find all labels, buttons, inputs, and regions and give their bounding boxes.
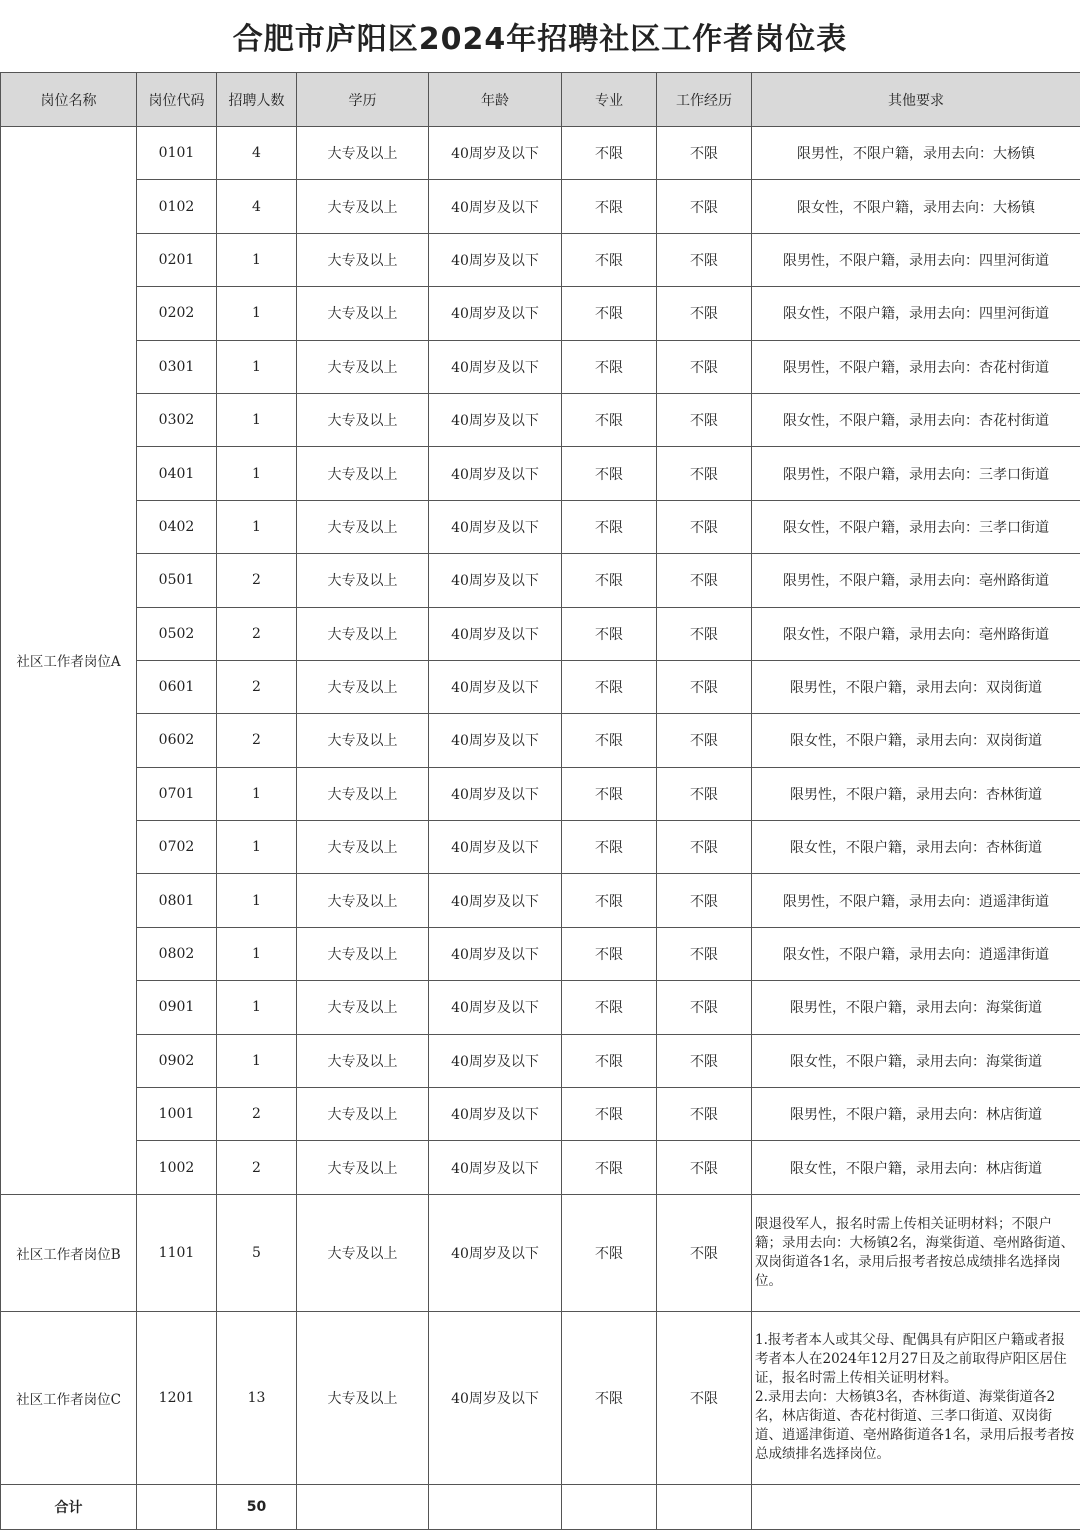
position-code: 0502 bbox=[137, 607, 217, 660]
position-code: 0302 bbox=[137, 393, 217, 446]
education: 大专及以上 bbox=[297, 981, 429, 1034]
table-row bbox=[1, 1088, 1080, 1141]
table-row bbox=[1, 554, 1080, 607]
recruit-count: 1 bbox=[217, 500, 297, 553]
major: 不限 bbox=[562, 874, 657, 927]
recruit-count: 1 bbox=[217, 927, 297, 980]
work-experience: 不限 bbox=[657, 1141, 752, 1194]
major: 不限 bbox=[562, 1034, 657, 1087]
requirement-line-1: 1.报考者本人或其父母、配偶具有庐阳区户籍或者报考者本人在2024年12月27日及之前取得庐阳区居住证，报名时需上传相关证明材料。 bbox=[755, 1331, 1077, 1388]
work-experience: 不限 bbox=[657, 927, 752, 980]
table-row bbox=[1, 233, 1080, 286]
table-row bbox=[1, 714, 1080, 767]
position-code: 0801 bbox=[137, 874, 217, 927]
recruit-count: 2 bbox=[217, 660, 297, 713]
work-experience: 不限 bbox=[657, 340, 752, 393]
table-row bbox=[1, 500, 1080, 553]
table-row bbox=[1, 981, 1080, 1034]
recruit-count: 4 bbox=[217, 180, 297, 233]
other-requirements: 限女性，不限户籍，录用去向：双岗街道 bbox=[752, 714, 1080, 767]
work-experience: 不限 bbox=[657, 1034, 752, 1087]
major: 不限 bbox=[562, 180, 657, 233]
age: 40周岁及以下 bbox=[429, 767, 562, 820]
education: 大专及以上 bbox=[297, 233, 429, 286]
header-cell: 其他要求 bbox=[752, 73, 1080, 127]
position-code: 1101 bbox=[137, 1194, 217, 1311]
recruit-count: 1 bbox=[217, 340, 297, 393]
position-code: 1001 bbox=[137, 1088, 217, 1141]
age: 40周岁及以下 bbox=[429, 1311, 562, 1484]
work-experience: 不限 bbox=[657, 1311, 752, 1484]
other-requirements: 限女性，不限户籍，录用去向：逍遥津街道 bbox=[752, 927, 1080, 980]
table-row bbox=[1, 1034, 1080, 1087]
position-code: 0901 bbox=[137, 981, 217, 1034]
header-cell: 岗位名称 bbox=[1, 73, 137, 127]
position-code: 0301 bbox=[137, 340, 217, 393]
header-cell: 年龄 bbox=[429, 73, 562, 127]
major: 不限 bbox=[562, 233, 657, 286]
education: 大专及以上 bbox=[297, 1141, 429, 1194]
age: 40周岁及以下 bbox=[429, 287, 562, 340]
other-requirements: 限女性，不限户籍，录用去向：亳州路街道 bbox=[752, 607, 1080, 660]
education: 大专及以上 bbox=[297, 1088, 429, 1141]
major: 不限 bbox=[562, 1194, 657, 1311]
recruit-count: 1 bbox=[217, 447, 297, 500]
major: 不限 bbox=[562, 447, 657, 500]
other-requirements: 限男性，不限户籍，录用去向：三孝口街道 bbox=[752, 447, 1080, 500]
recruit-count: 4 bbox=[217, 127, 297, 180]
total-row bbox=[1, 1484, 1080, 1529]
recruit-count: 2 bbox=[217, 714, 297, 767]
age: 40周岁及以下 bbox=[429, 554, 562, 607]
recruit-count: 2 bbox=[217, 554, 297, 607]
age: 40周岁及以下 bbox=[429, 1141, 562, 1194]
major: 不限 bbox=[562, 607, 657, 660]
major: 不限 bbox=[562, 500, 657, 553]
education: 大专及以上 bbox=[297, 180, 429, 233]
table-row bbox=[1, 393, 1080, 446]
table-row bbox=[1, 180, 1080, 233]
major: 不限 bbox=[562, 340, 657, 393]
recruit-count: 13 bbox=[217, 1311, 297, 1484]
recruit-count: 1 bbox=[217, 821, 297, 874]
position-code: 0902 bbox=[137, 1034, 217, 1087]
education: 大专及以上 bbox=[297, 874, 429, 927]
major: 不限 bbox=[562, 1088, 657, 1141]
position-code: 0402 bbox=[137, 500, 217, 553]
position-code: 0802 bbox=[137, 927, 217, 980]
age: 40周岁及以下 bbox=[429, 500, 562, 553]
position-code: 0102 bbox=[137, 180, 217, 233]
table-row bbox=[1, 127, 1080, 180]
work-experience: 不限 bbox=[657, 607, 752, 660]
table-row bbox=[1, 607, 1080, 660]
age: 40周岁及以下 bbox=[429, 981, 562, 1034]
table-row bbox=[1, 1141, 1080, 1194]
age: 40周岁及以下 bbox=[429, 607, 562, 660]
work-experience: 不限 bbox=[657, 447, 752, 500]
other-requirements: 限男性，不限户籍，录用去向：逍遥津街道 bbox=[752, 874, 1080, 927]
education: 大专及以上 bbox=[297, 1194, 429, 1311]
header-cell: 专业 bbox=[562, 73, 657, 127]
position-code: 0501 bbox=[137, 554, 217, 607]
age: 40周岁及以下 bbox=[429, 660, 562, 713]
work-experience: 不限 bbox=[657, 767, 752, 820]
education: 大专及以上 bbox=[297, 340, 429, 393]
age: 40周岁及以下 bbox=[429, 180, 562, 233]
other-requirements: 限女性，不限户籍，录用去向：海棠街道 bbox=[752, 1034, 1080, 1087]
recruitment-table bbox=[0, 72, 1080, 1530]
major: 不限 bbox=[562, 767, 657, 820]
major: 不限 bbox=[562, 714, 657, 767]
work-experience: 不限 bbox=[657, 1088, 752, 1141]
education: 大专及以上 bbox=[297, 554, 429, 607]
age: 40周岁及以下 bbox=[429, 233, 562, 286]
recruit-count: 1 bbox=[217, 1034, 297, 1087]
education: 大专及以上 bbox=[297, 660, 429, 713]
header-cell: 岗位代码 bbox=[137, 73, 217, 127]
header-cell: 工作经历 bbox=[657, 73, 752, 127]
other-requirements: 限男性，不限户籍，录用去向：林店街道 bbox=[752, 1088, 1080, 1141]
recruit-count: 1 bbox=[217, 874, 297, 927]
major: 不限 bbox=[562, 554, 657, 607]
total-count: 50 bbox=[217, 1484, 297, 1529]
work-experience: 不限 bbox=[657, 660, 752, 713]
education: 大专及以上 bbox=[297, 287, 429, 340]
header-row bbox=[1, 73, 1080, 127]
empty-cell bbox=[562, 1484, 657, 1529]
major: 不限 bbox=[562, 981, 657, 1034]
age: 40周岁及以下 bbox=[429, 447, 562, 500]
education: 大专及以上 bbox=[297, 127, 429, 180]
education: 大专及以上 bbox=[297, 607, 429, 660]
age: 40周岁及以下 bbox=[429, 821, 562, 874]
position-code: 1201 bbox=[137, 1311, 217, 1484]
education: 大专及以上 bbox=[297, 447, 429, 500]
position-name-c: 社区工作者岗位C bbox=[1, 1311, 137, 1484]
position-name-a: 社区工作者岗位A bbox=[1, 127, 137, 1195]
major: 不限 bbox=[562, 927, 657, 980]
position-code: 0701 bbox=[137, 767, 217, 820]
work-experience: 不限 bbox=[657, 500, 752, 553]
major: 不限 bbox=[562, 1141, 657, 1194]
work-experience: 不限 bbox=[657, 981, 752, 1034]
recruit-count: 2 bbox=[217, 1088, 297, 1141]
other-requirements: 限女性，不限户籍，录用去向：林店街道 bbox=[752, 1141, 1080, 1194]
age: 40周岁及以下 bbox=[429, 714, 562, 767]
age: 40周岁及以下 bbox=[429, 1194, 562, 1311]
education: 大专及以上 bbox=[297, 393, 429, 446]
age: 40周岁及以下 bbox=[429, 393, 562, 446]
recruit-count: 1 bbox=[217, 287, 297, 340]
work-experience: 不限 bbox=[657, 1194, 752, 1311]
group-a-body bbox=[1, 127, 1080, 1195]
education: 大专及以上 bbox=[297, 927, 429, 980]
education: 大专及以上 bbox=[297, 821, 429, 874]
work-experience: 不限 bbox=[657, 127, 752, 180]
recruit-count: 1 bbox=[217, 981, 297, 1034]
major: 不限 bbox=[562, 287, 657, 340]
page-title: 合肥市庐阳区2024年招聘社区工作者岗位表 bbox=[0, 0, 1080, 72]
other-requirements: 限男性，不限户籍，录用去向：海棠街道 bbox=[752, 981, 1080, 1034]
work-experience: 不限 bbox=[657, 180, 752, 233]
position-code: 0602 bbox=[137, 714, 217, 767]
recruit-count: 1 bbox=[217, 767, 297, 820]
major: 不限 bbox=[562, 393, 657, 446]
table-row bbox=[1, 1311, 1080, 1484]
work-experience: 不限 bbox=[657, 233, 752, 286]
work-experience: 不限 bbox=[657, 287, 752, 340]
table-row bbox=[1, 287, 1080, 340]
major: 不限 bbox=[562, 660, 657, 713]
education: 大专及以上 bbox=[297, 1311, 429, 1484]
table-row bbox=[1, 340, 1080, 393]
empty-cell bbox=[429, 1484, 562, 1529]
recruit-count: 5 bbox=[217, 1194, 297, 1311]
position-code: 0702 bbox=[137, 821, 217, 874]
requirement-line-2: 2.录用去向：大杨镇3名，杏林街道、海棠街道各2名，林店街道、杏花村街道、三孝口街道、双岗街道、逍遥津街道、亳州路街道各1名，录用后报考者按总成绩排名选择岗位。 bbox=[755, 1388, 1077, 1464]
education: 大专及以上 bbox=[297, 1034, 429, 1087]
table-row bbox=[1, 821, 1080, 874]
table-row bbox=[1, 767, 1080, 820]
position-code: 0202 bbox=[137, 287, 217, 340]
work-experience: 不限 bbox=[657, 821, 752, 874]
other-requirements: 限女性，不限户籍，录用去向：杏林街道 bbox=[752, 821, 1080, 874]
recruit-count: 1 bbox=[217, 393, 297, 446]
other-requirements: 限退役军人，报名时需上传相关证明材料；不限户籍；录用去向：大杨镇2名，海棠街道、亳州路街道、双岗街道各1名，录用后报考者按总成绩排名选择岗位。 bbox=[752, 1194, 1080, 1311]
position-code: 0401 bbox=[137, 447, 217, 500]
position-code: 0201 bbox=[137, 233, 217, 286]
empty-cell bbox=[752, 1484, 1080, 1529]
other-requirements: 限男性，不限户籍，录用去向：大杨镇 bbox=[752, 127, 1080, 180]
education: 大专及以上 bbox=[297, 767, 429, 820]
age: 40周岁及以下 bbox=[429, 927, 562, 980]
major: 不限 bbox=[562, 127, 657, 180]
age: 40周岁及以下 bbox=[429, 127, 562, 180]
work-experience: 不限 bbox=[657, 874, 752, 927]
other-requirements: 限女性，不限户籍，录用去向：大杨镇 bbox=[752, 180, 1080, 233]
major: 不限 bbox=[562, 821, 657, 874]
other-requirements: 限男性，不限户籍，录用去向：双岗街道 bbox=[752, 660, 1080, 713]
education: 大专及以上 bbox=[297, 500, 429, 553]
age: 40周岁及以下 bbox=[429, 1034, 562, 1087]
total-label: 合计 bbox=[1, 1484, 137, 1529]
other-requirements: 限男性，不限户籍，录用去向：杏花村街道 bbox=[752, 340, 1080, 393]
recruit-count: 1 bbox=[217, 233, 297, 286]
work-experience: 不限 bbox=[657, 554, 752, 607]
other-requirements: 限女性，不限户籍，录用去向：三孝口街道 bbox=[752, 500, 1080, 553]
table-row bbox=[1, 927, 1080, 980]
empty-cell bbox=[657, 1484, 752, 1529]
table-row bbox=[1, 1194, 1080, 1311]
position-code: 0601 bbox=[137, 660, 217, 713]
header-cell: 学历 bbox=[297, 73, 429, 127]
age: 40周岁及以下 bbox=[429, 340, 562, 393]
recruit-count: 2 bbox=[217, 607, 297, 660]
work-experience: 不限 bbox=[657, 714, 752, 767]
age: 40周岁及以下 bbox=[429, 874, 562, 927]
empty-cell bbox=[137, 1484, 217, 1529]
other-requirements: 限男性，不限户籍，录用去向：杏林街道 bbox=[752, 767, 1080, 820]
recruit-count: 2 bbox=[217, 1141, 297, 1194]
age: 40周岁及以下 bbox=[429, 1088, 562, 1141]
position-name-b: 社区工作者岗位B bbox=[1, 1194, 137, 1311]
other-requirements: 限男性，不限户籍，录用去向：四里河街道 bbox=[752, 233, 1080, 286]
empty-cell bbox=[297, 1484, 429, 1529]
header-cell: 招聘人数 bbox=[217, 73, 297, 127]
other-requirements bbox=[752, 1311, 1080, 1484]
other-requirements: 限女性，不限户籍，录用去向：杏花村街道 bbox=[752, 393, 1080, 446]
table-row bbox=[1, 660, 1080, 713]
table-row bbox=[1, 874, 1080, 927]
other-requirements: 限男性，不限户籍，录用去向：亳州路街道 bbox=[752, 554, 1080, 607]
table-row bbox=[1, 447, 1080, 500]
major: 不限 bbox=[562, 1311, 657, 1484]
other-requirements: 限女性，不限户籍，录用去向：四里河街道 bbox=[752, 287, 1080, 340]
position-code: 1002 bbox=[137, 1141, 217, 1194]
position-code: 0101 bbox=[137, 127, 217, 180]
education: 大专及以上 bbox=[297, 714, 429, 767]
work-experience: 不限 bbox=[657, 393, 752, 446]
